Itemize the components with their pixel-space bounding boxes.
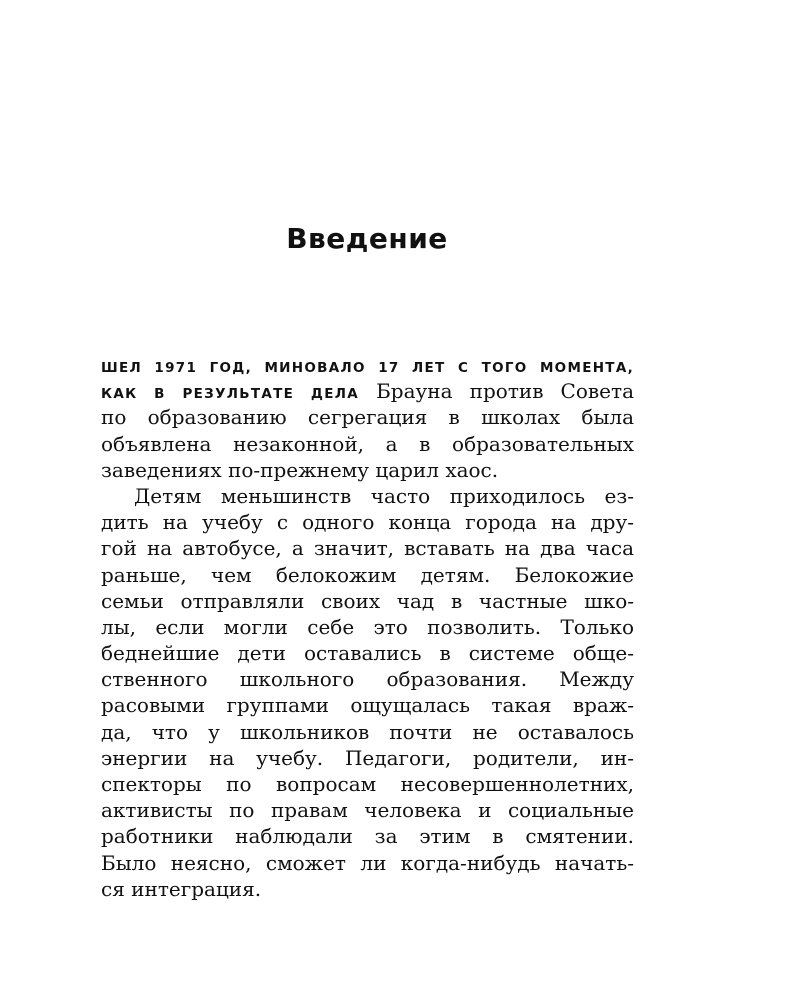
chapter-body: [101, 352, 634, 902]
paragraph-1-line-4: объявлена незаконной, а в образовательных: [101, 431, 634, 456]
paragraph-2-line-7: беднейшие дети оставались в системе обще-: [101, 641, 634, 666]
paragraph-2-line-2: дить на учебу с одного конца города на дру-: [101, 510, 634, 535]
paragraph-2-line-9: расовыми группами ощущалась такая враж-: [101, 693, 634, 718]
lead-in-caps-line-1: ШЕЛ 1971 ГОД, МИНОВАЛО 17 ЛЕТ С ТОГО МОМЕНТА,: [101, 360, 634, 376]
paragraph-1-line-5: заведениях по-прежнему царил хаос.: [101, 457, 499, 482]
paragraph-2-line-1: Детям меньшинств часто приходилось ез-: [134, 483, 634, 508]
paragraph-1-line-1: [101, 352, 634, 378]
paragraph-1-line-2: [101, 378, 634, 404]
paragraph-2-line-8: ственного школьного образования. Между: [101, 667, 634, 692]
paragraph-2-line-16: ся интеграция.: [101, 876, 262, 901]
paragraph-2-line-12: спекторы по вопросам несовершеннолетних,: [101, 772, 634, 796]
paragraph-2-line-10: да, что у школьников почти не оставалось: [101, 719, 634, 744]
paragraph-2-line-6: лы, если могли себе это позволить. Только: [101, 614, 634, 639]
paragraph-2-line-4: раньше, чем белокожим детям. Белокожие: [101, 562, 634, 587]
paragraph-1-line-2-text: Брауна против Совета: [376, 379, 634, 404]
paragraph-2-line-11: энергии на учебу. Педагоги, родители, ин-: [101, 745, 634, 770]
paragraph-2-line-5: семьи отправляли своих чад в частные шко-: [101, 588, 634, 613]
paragraph-2-line-14: работники наблюдали за этим в смятении.: [101, 824, 634, 849]
paragraph-2-line-15: Было неясно, сможет ли когда-нибудь начать-: [101, 850, 634, 875]
paragraph-1-line-3: по образованию сегрегация в школах была: [101, 405, 634, 430]
paragraph-2-line-13: активисты по правам человека и социальные: [101, 798, 634, 823]
lead-in-caps-line-2: КАК В РЕЗУЛЬТАТЕ ДЕЛА: [101, 386, 360, 403]
paragraph-2-line-3: гой на автобусе, а значит, вставать на два часа: [101, 536, 634, 561]
chapter-title: Введение: [286, 222, 448, 255]
